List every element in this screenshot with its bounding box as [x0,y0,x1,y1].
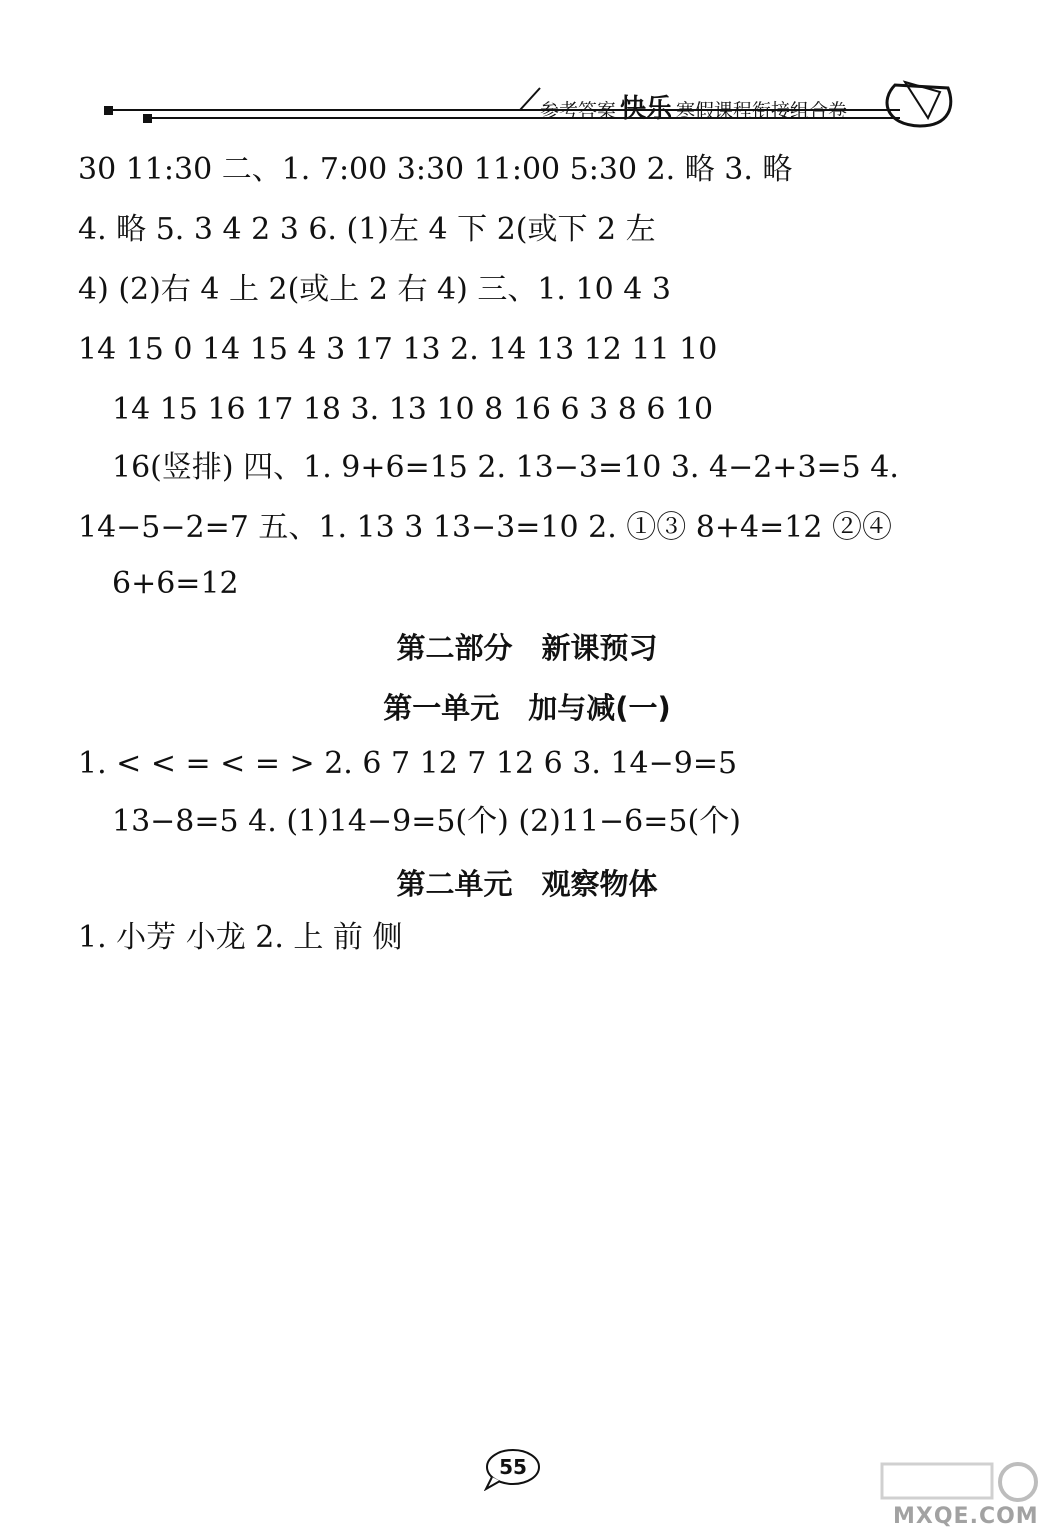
unit1-answer-line: 13−8=5 4. (1)14−9=5(个) (2)11−6=5(个) [112,804,741,839]
header-title [540,88,847,125]
header-title-left: 参考答案 [540,100,617,122]
unit2-heading: 第二单元 观察物体 [396,867,658,901]
answer-line: 4) (2)右 4 上 2(或上 2 右 4) 三、1. 10 4 3 [78,272,671,307]
answer-line: 6+6=12 [112,566,239,601]
unit2-answer-line: 1. 小芳 小龙 2. 上 前 侧 [78,920,403,955]
header-title-right: 寒假课程衔接组合卷 [676,100,848,122]
page-header [0,0,1054,140]
unit1-heading: 第一单元 加与减(一) [383,691,671,725]
answer-line: 14−5−2=7 五、1. 13 3 13−3=10 2. ①③ 8+4=12 ②④ [78,510,892,545]
answer-line: 14 15 16 17 18 3. 13 10 8 16 6 3 8 6 10 [112,392,714,427]
answer-line: 4. 略 5. 3 4 2 3 6. (1)左 4 下 2(或下 2 左 [78,212,656,247]
part-heading: 第二部分 新课预习 [396,631,658,665]
page-number [484,1447,542,1491]
page-number-text: 55 [499,1455,527,1479]
unit1-answer-line: 1. < < = < = > 2. 6 7 12 7 12 6 3. 14−9=5 [78,746,738,781]
header-rule-graphic [0,0,1054,140]
answer-line: 30 11:30 二、1. 7:00 3:30 11:00 5:30 2. 略 3. 略 [78,152,793,187]
answer-line: 16(竖排) 四、1. 9+6=15 2. 13−3=10 3. 4−2+3=5 4. [112,450,899,485]
answer-line: 14 15 0 14 15 4 3 17 13 2. 14 13 12 11 10 [78,332,718,367]
watermark-text: MXQE.COM [893,1504,1039,1529]
header-brand: 快乐 [620,94,673,124]
